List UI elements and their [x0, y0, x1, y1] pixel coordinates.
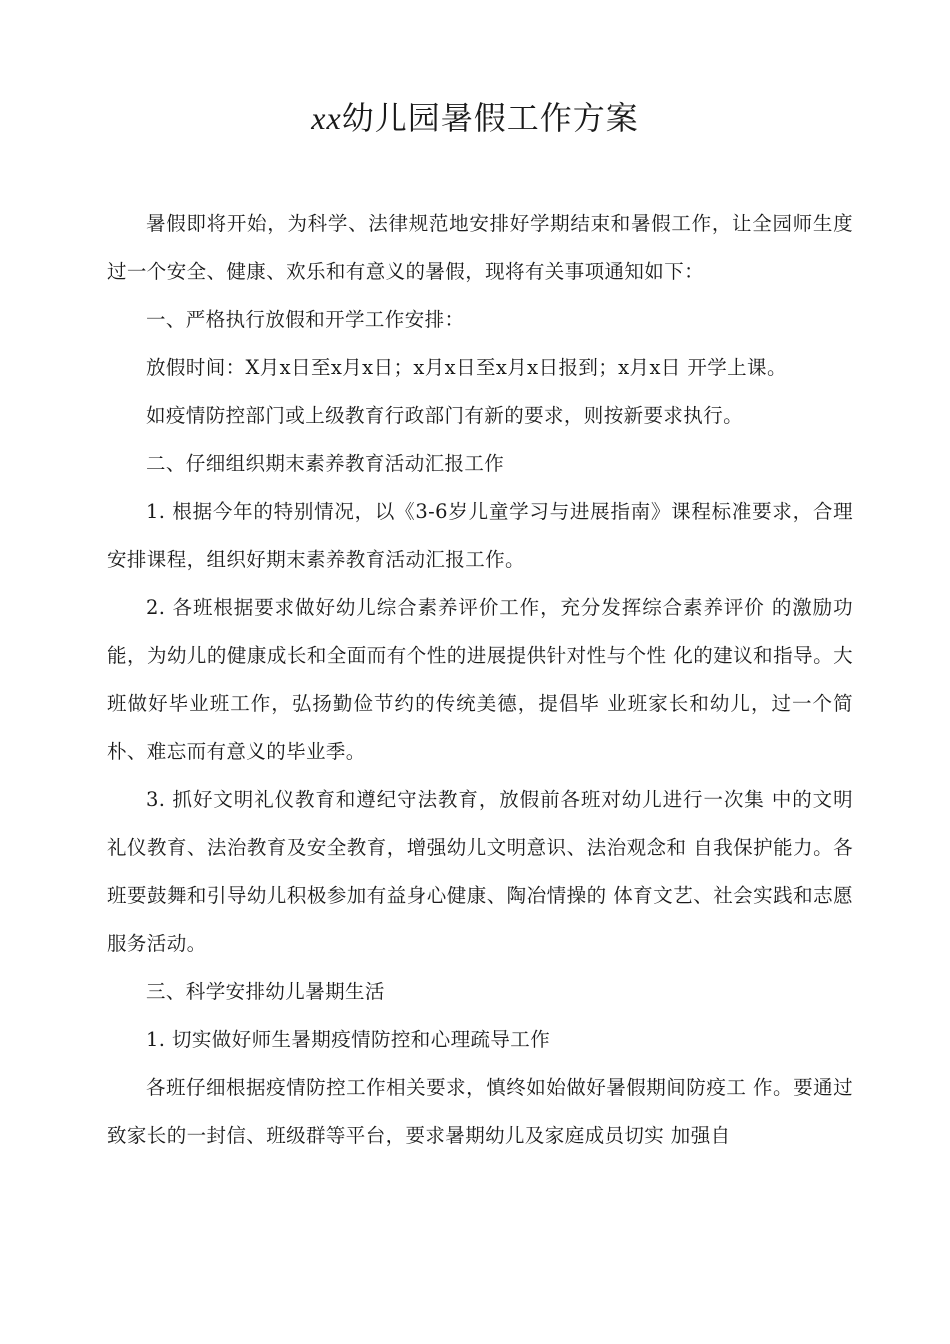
title-main: 幼儿园暑假工作方案 [341, 99, 639, 137]
paragraph-item-3-1: 各班仔细根据疫情防控工作相关要求，慎终如始做好暑假期间防疫工 作。要通过致家长的一封信、班级群等平台，要求暑期幼儿及家庭成员切实 加强自 [107, 1076, 853, 1147]
section-heading-3: 三、科学安排幼儿暑期生活 [146, 980, 385, 1003]
paragraph-item-2-2: 2. 各班根据要求做好幼儿综合素养评价工作，充分发挥综合素养评价 的激励功能，为幼儿的健康成长和全面而有个性的进展提供针对性与个性 化的建议和指导。大班做好毕业班工作，弘扬勤俭节约的传统美德，提倡毕 业班家长和幼儿，过一个简朴、难忘而有意义的毕业季。 [107, 596, 853, 763]
document-title [0, 96, 950, 140]
document-body [107, 200, 853, 1160]
section-heading-1: 一、严格执行放假和开学工作安排： [146, 308, 465, 331]
title-prefix: xx [311, 100, 342, 136]
paragraph-intro: 暑假即将开始，为科学、法律规范地安排好学期结束和暑假工作，让全园师生度过一个安全、健康、欢乐和有意义的暑假，现将有关事项通知如下： [107, 212, 853, 283]
section-heading-2: 二、仔细组织期末素养教育活动汇报工作 [146, 452, 505, 475]
subheading-3-1: 1. 切实做好师生暑期疫情防控和心理疏导工作 [146, 1028, 551, 1051]
paragraph-schedule: 放假时间：X月x日至x月x日；x月x日至x月x日报到；x月x日 开学上课。 [146, 356, 787, 379]
paragraph-item-2-3: 3. 抓好文明礼仪教育和遵纪守法教育，放假前各班对幼儿进行一次集 中的文明礼仪教育、法治教育及安全教育，增强幼儿文明意识、法治观念和 自我保护能力。各班要鼓舞和引导幼儿积极参加有益身心健康、陶冶情操的 体育文艺、社会实践和志愿服务活动。 [107, 788, 853, 955]
paragraph-item-2-1: 1. 根据今年的特别情况，以《3-6岁儿童学习与进展指南》课程标准要求，合理安排课程，组织好期末素养教育活动汇报工作。 [107, 500, 853, 571]
paragraph-policy-note: 如疫情防控部门或上级教育行政部门有新的要求，则按新要求执行。 [146, 404, 744, 427]
